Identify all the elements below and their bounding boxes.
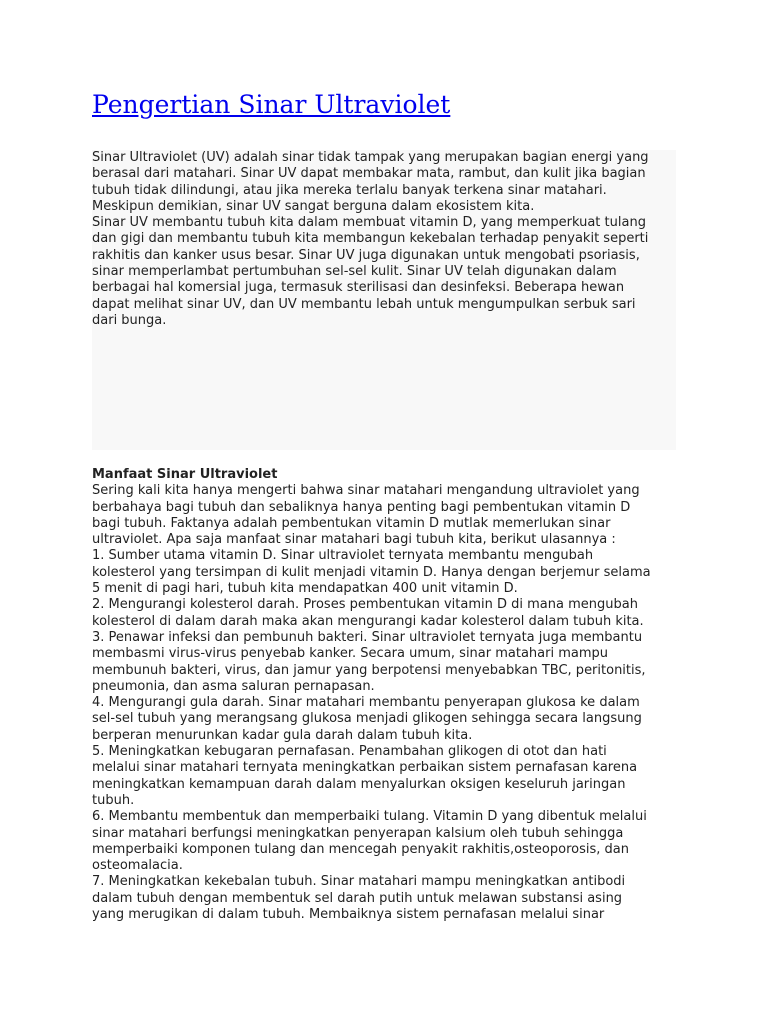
text-line: dalam tubuh dengan membentuk sel darah putih untuk melawan substansi asing <box>92 890 623 906</box>
text-line: berperan menurunkan kadar gula darah dalam tubuh kita. <box>92 727 473 743</box>
section-heading: Manfaat Sinar Ultraviolet <box>92 467 278 482</box>
text-line: yang merugikan di dalam tubuh. Membaiknya sistem pernafasan melalui sinar <box>92 907 605 923</box>
text-line: melalui sinar matahari ternyata meningkatkan perbaikan sistem pernafasan karena <box>92 760 638 776</box>
text-line: dari bunga. <box>92 312 167 328</box>
text-line: dapat melihat sinar UV, dan UV membantu lebah untuk mengumpulkan serbuk sari <box>92 296 636 312</box>
page-title-link[interactable]: Pengertian Sinar Ultraviolet <box>92 90 451 119</box>
text-line: membunuh bakteri, virus, dan jamur yang berpotensi menyebabkan TBC, peritonitis, <box>92 662 646 678</box>
text-line: tubuh. <box>92 792 135 808</box>
text-line: kolesterol yang tersimpan di kulit menjadi vitamin D. Hanya dengan berjemur selama <box>92 564 651 580</box>
text-line: memperbaiki komponen tulang dan mencegah penyakit rakhitis,osteoporosis, dan <box>92 841 629 857</box>
text-line: Sinar Ultraviolet (UV) adalah sinar tidak tampak yang merupakan bagian energi yang <box>92 150 649 165</box>
text-line: Sering kali kita hanya mengerti bahwa sinar matahari mengandung ultraviolet yang <box>92 483 640 499</box>
text-line: 3. Penawar infeksi dan pembunuh bakteri. Sinar ultraviolet ternyata juga membantu <box>92 629 643 645</box>
text-line: bagi tubuh. Faktanya adalah pembentukan vitamin D mutlak memerlukan sinar <box>92 515 611 531</box>
benefits-section <box>92 467 676 923</box>
text-line: 1. Sumber utama vitamin D. Sinar ultraviolet ternyata membantu mengubah <box>92 548 594 564</box>
text-line: meningkatkan kemampuan darah dalam menyalurkan oksigen keseluruh jaringan <box>92 776 626 792</box>
text-line: 5 menit di pagi hari, tubuh kita mendapatkan 400 unit vitamin D. <box>92 581 518 597</box>
text-line: 4. Mengurangi gula darah. Sinar matahari membantu penyerapan glukosa ke dalam <box>92 695 640 711</box>
text-line: tubuh tidak dilindungi, atau jika mereka terlalu banyak terkena sinar matahari. <box>92 182 607 198</box>
text-line: 7. Meningkatkan kekebalan tubuh. Sinar matahari mampu meningkatkan antibodi <box>92 874 626 890</box>
text-line: rakhitis dan kanker usus besar. Sinar UV juga digunakan untuk mengobati psoriasis, <box>92 247 640 263</box>
text-line: 5. Meningkatkan kebugaran pernafasan. Penambahan glikogen di otot dan hati <box>92 744 607 760</box>
text-line: sel-sel tubuh yang merangsang glukosa menjadi glikogen sehingga secara langsung <box>92 711 642 727</box>
text-line: kolesterol di dalam darah maka akan mengurangi kadar kolesterol dalam tubuh kita. <box>92 613 644 629</box>
text-line: berbagai hal komersial juga, termasuk sterilisasi dan desinfeksi. Beberapa hewan <box>92 280 625 296</box>
text-line: osteomalacia. <box>92 858 183 874</box>
text-line: sinar matahari berfungsi meningkatkan penyerapan kalsium oleh tubuh sehingga <box>92 825 624 841</box>
text-line: sinar memperlambat pertumbuhan sel-sel kulit. Sinar UV telah digunakan dalam <box>92 264 617 280</box>
text-line: Sinar UV membantu tubuh kita dalam membuat vitamin D, yang memperkuat tulang <box>92 215 646 231</box>
text-line: berasal dari matahari. Sinar UV dapat membakar mata, rambut, dan kulit jika bagian <box>92 166 646 182</box>
text-line: membasmi virus-virus penyebab kanker. Secara umum, sinar matahari mampu <box>92 646 609 662</box>
text-line: berbahaya bagi tubuh dan sebaliknya hanya penting bagi pembentukan vitamin D <box>92 499 631 515</box>
intro-paragraph <box>92 150 676 329</box>
text-line: 2. Mengurangi kolesterol darah. Proses pembentukan vitamin D di mana mengubah <box>92 597 638 613</box>
text-line: dan gigi dan membantu tubuh kita membangun kekebalan terhadap penyakit seperti <box>92 231 649 247</box>
text-line: pneumonia, dan asma saluran pernapasan. <box>92 678 375 694</box>
text-line: ultraviolet. Apa saja manfaat sinar matahari bagi tubuh kita, berikut ulasannya : <box>92 532 616 548</box>
text-line: 6. Membantu membentuk dan memperbaiki tulang. Vitamin D yang dibentuk melalui <box>92 809 647 825</box>
text-line: Meskipun demikian, sinar UV sangat berguna dalam ekosistem kita. <box>92 198 535 214</box>
